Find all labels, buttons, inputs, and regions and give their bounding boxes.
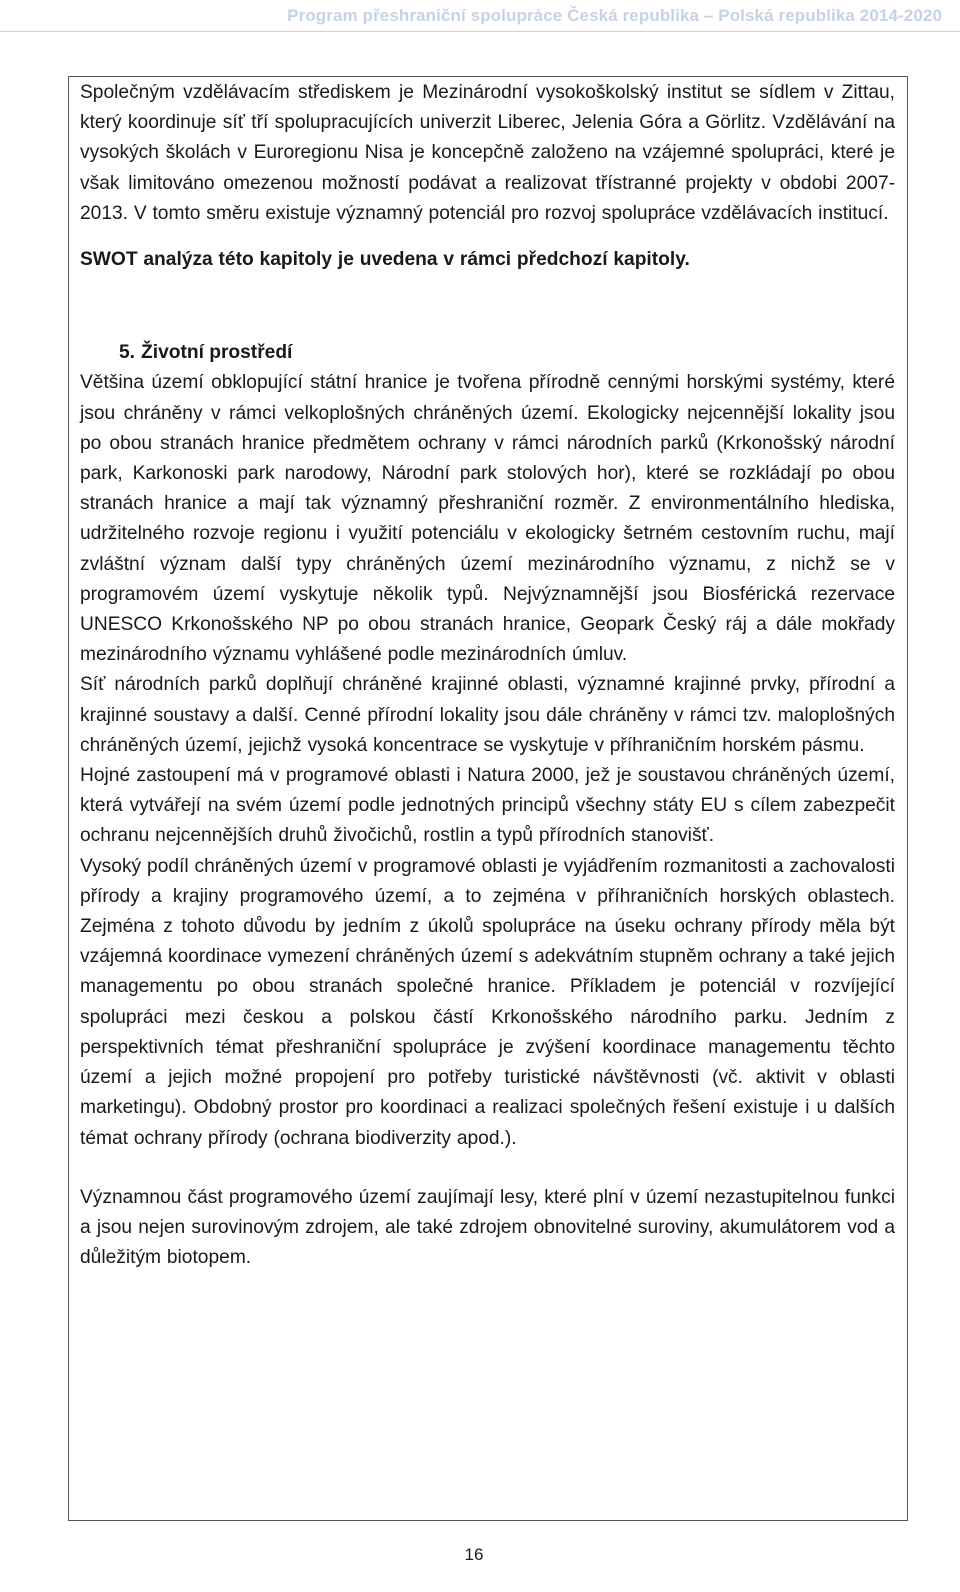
paragraph-forests: Významnou část programového území zaujímají lesy, které plní v území nezastupitelnou funkci a jsou nejen surovinovým zdrojem, ale také zdrojem obnovitelné suroviny, akumulátorem vod a důležitým biotopem. [80, 1186, 895, 1269]
running-header: Program přeshraniční spolupráce Česká republika – Polská republika 2014-2020 [287, 6, 942, 25]
paragraph-environment-1: Většina území obklopující státní hranice je tvořena přírodně cennými horskými systémy, které jsou chráněny v rámci velkoplošných chráněných území. Ekologicky nejcennější lokality jsou po obou stranách hranice předmětem ochrany v rámci národních parků (Krkonošský národní park, Karkonoski park narodowy, Národní park stolových hor), které se rozkládají po obou stranách hranice a mají tak významný přeshraniční rozměr. Z environmentálního hlediska, udržitelného rozvoje regionu i využití potenciálu v ekologicky šetrném cestovním ruchu, mají zvláštní význam další typy chráněných území mezinárodního významu, z nichž se v programovém území vyskytuje několik typů. Nejvýznamnější jsou Biosférická rezervace UNESCO Krkonošského NP po obou stranách hranice, Geopark Český ráj a dále mokřady mezinárodního významu vyhlášené podle mezinárodních úmluv. [80, 372, 895, 666]
section-number: 5. [119, 342, 136, 364]
section-title: Životní prostředí [141, 342, 293, 364]
swot-note: SWOT analýza této kapitoly je uvedena v rámci předchozí kapitoly. [80, 249, 690, 271]
page-number: 16 [464, 1545, 484, 1564]
content-frame [68, 76, 908, 1521]
header-divider [0, 31, 960, 32]
section-heading [119, 338, 895, 368]
paragraph-environment-3: Hojné zastoupení má v programové oblasti i Natura 2000, jež je soustavou chráněných území, která vytvářejí na svém území podle jednotných principů všechny státy EU s cílem zabezpečit ochranu nejcennějších druhů živočichů, rostlin a typů přírodních stanovišť. [80, 765, 895, 847]
paragraph-education: Společným vzdělávacím střediskem je Mezinárodní vysokoškolský institut se sídlem v Zittau, který koordinuje síť tří spolupracujících univerzit Liberec, Jelenia Góra a Görlitz. Vzdělávání na vysokých školách v Euroregionu Nisa je koncepčně založeno na vzájemné spolupráci, které je však limitováno omezenou možností podávat a realizovat třístranné projekty v obdobi 2007-2013. V tomto směru existuje významný potenciál pro rozvoj spolupráce vzdělávacích institucí. [80, 82, 895, 224]
paragraph-environment-4: Vysoký podíl chráněných území v programové oblasti je vyjádřením rozmanitosti a zachovalosti přírody a krajiny programového území, a to zejména v příhraničních horských oblastech. Zejména z tohoto důvodu by jedním z úkolů spolupráce na úseku ochrany přírody měla být vzájemná koordinace vymezení chráněných území s adekvátním stupněm ochrany a také jejich managementu po obou stranách společné hranice. Příkladem je potenciál v rozvíjející spolupráci mezi českou a polskou částí Krkonošského národního parku. Jedním z perspektivních témat přeshraniční spolupráce je zvýšení koordinace managementu těchto území a jejich možné propojení pro potřeby turistické návštěvnosti (vč. aktivit v oblasti marketingu). Obdobný prostor pro koordinaci a realizaci společných řešení existuje i u dalších témat ochrany přírody (ochrana biodiverzity apod.). [80, 855, 895, 1149]
paragraph-environment-2: Síť národních parků doplňují chráněné krajinné oblasti, významné krajinné prvky, přírodní a krajinné soustavy a další. Cenné přírodní lokality jsou dále chráněny v rámci tzv. maloplošných chráněných území, jejichž vysoká koncentrace se vyskytuje v příhraničním horském pásmu. [80, 674, 895, 756]
